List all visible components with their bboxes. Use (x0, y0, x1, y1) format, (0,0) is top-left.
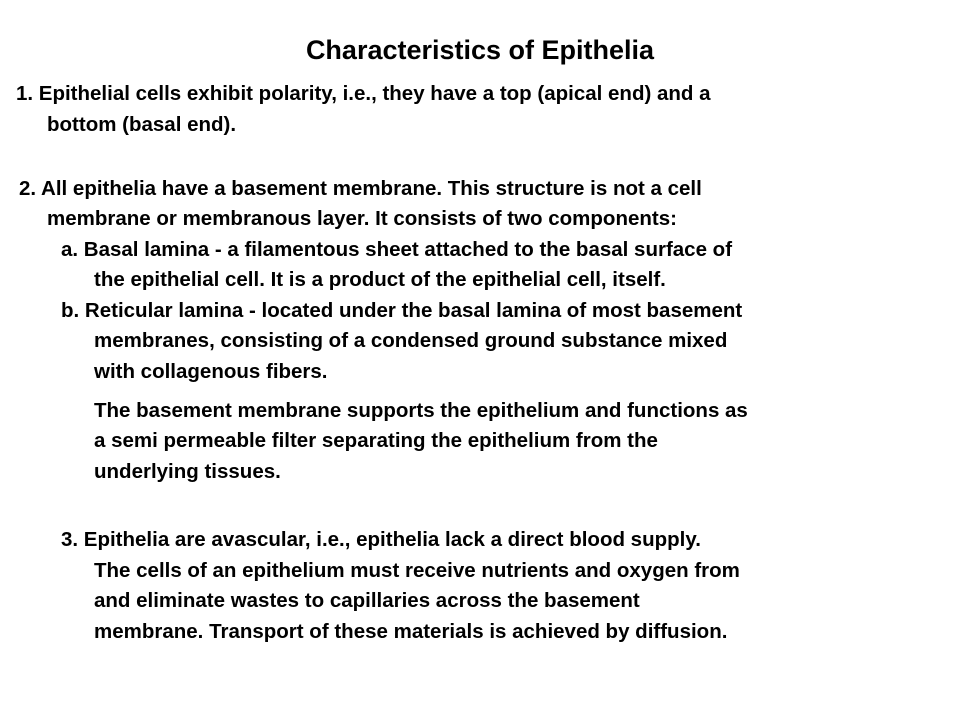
point-2a-line-2: the epithelial cell. It is a product of the epithelial cell, itself. (94, 268, 666, 291)
basement-note-line-1: The basement membrane supports the epithelium and functions as (94, 399, 748, 422)
point-2b-line-1: b. Reticular lamina - located under the basal lamina of most basement (61, 299, 743, 322)
point-3-line-2: The cells of an epithelium must receive nutrients and oxygen from (94, 559, 740, 582)
basement-note-line-2: a semi permeable filter separating the epithelium from the (94, 429, 658, 452)
slide-title: Characteristics of Epithelia (305, 35, 655, 65)
point-3-line-1: 3. Epithelia are avascular, i.e., epithelia lack a direct blood supply. (61, 528, 701, 551)
point-2-line-2: membrane or membranous layer. It consists of two components: (47, 207, 677, 230)
point-1-line-2: bottom (basal end). (47, 113, 237, 136)
point-2b-line-2: membranes, consisting of a condensed ground substance mixed (94, 329, 728, 352)
point-3-line-3: and eliminate wastes to capillaries across the basement (94, 589, 640, 612)
point-1-line-1: 1. Epithelial cells exhibit polarity, i.e., they have a top (apical end) and a (16, 82, 711, 105)
point-2b-line-3: with collagenous fibers. (94, 360, 328, 383)
point-2-line-1: 2. All epithelia have a basement membrane. This structure is not a cell (19, 177, 702, 200)
basement-note-line-3: underlying tissues. (94, 460, 281, 483)
point-3-line-4: membrane. Transport of these materials is achieved by diffusion. (94, 620, 728, 643)
point-2a-line-1: a. Basal lamina - a filamentous sheet attached to the basal surface of (61, 238, 733, 261)
